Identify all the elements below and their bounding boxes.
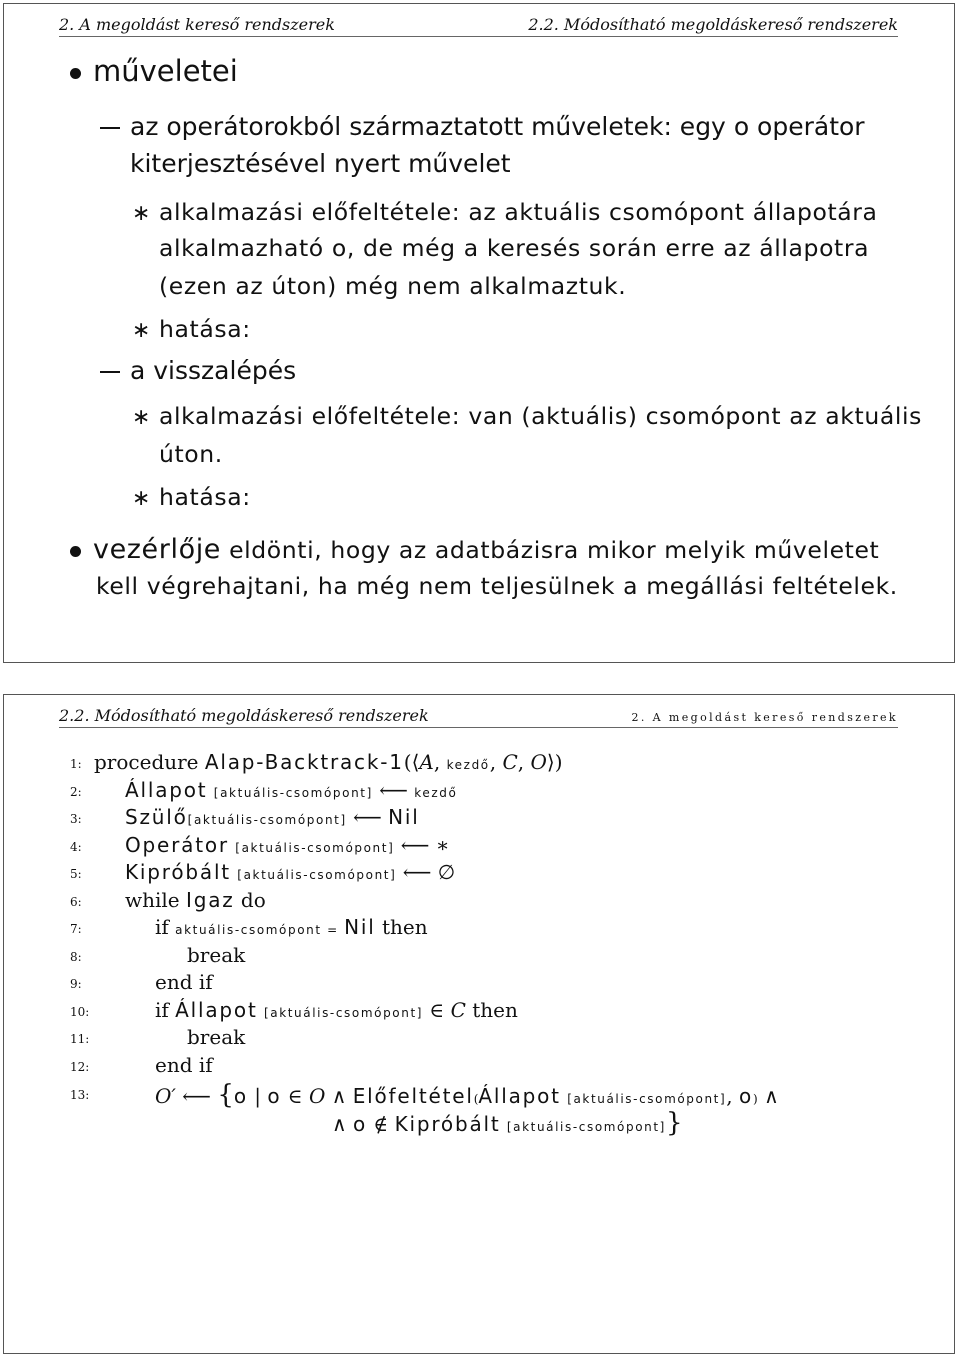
slide-header xyxy=(59,703,898,728)
line-number: 13: xyxy=(70,1088,90,1102)
code-line-8: break xyxy=(187,943,246,967)
line-number: 7: xyxy=(70,922,82,936)
bullet-title: műveletei xyxy=(93,54,238,88)
code-line-4: Operátor [aktuális-csomópont] ⟵ ∗ xyxy=(125,833,450,857)
subitem-visszalepes: a visszalépés xyxy=(100,356,296,385)
slide-top xyxy=(3,3,955,663)
line-number: 2: xyxy=(70,785,82,799)
dash-icon xyxy=(100,371,120,373)
line-number: 10: xyxy=(70,1005,90,1019)
line-number: 3: xyxy=(70,812,82,826)
header-right: 2. A megoldást kereső rendszerek xyxy=(631,711,898,724)
item-elofeltetel-1-line3: (ezen az úton) még nem alkalmaztuk. xyxy=(159,272,627,300)
asterisk-icon: ∗ xyxy=(132,318,152,343)
code-line-3: Szülő[aktuális-csomópont] ⟵ Nil xyxy=(125,805,420,829)
dash-icon xyxy=(100,127,120,129)
header-left: 2.2. Módosítható megoldáskereső rendszerek xyxy=(59,706,429,725)
header-right: 2.2. Módosítható megoldáskereső rendszerek xyxy=(528,15,898,34)
code-line-6: while Igaz do xyxy=(125,888,266,912)
code-line-13: O′ ⟵ {o | o ∈ O ∧ Előfeltétel(Állapot [aktuális-csomópont], o) ∧ xyxy=(155,1080,779,1110)
item-elofeltetel-1: ∗ alkalmazási előfeltétele: az aktuális csomópont állapotára xyxy=(132,198,878,226)
code-line-11: break xyxy=(187,1025,246,1049)
asterisk-icon: ∗ xyxy=(132,486,152,511)
bullet-vezerloje-line2: kell végrehajtani, ha még nem teljesülnek a megállási feltételek. xyxy=(96,572,898,600)
line-number: 5: xyxy=(70,867,82,881)
line-number: 4: xyxy=(70,840,82,854)
bullet-muveletei xyxy=(70,54,238,88)
line-number: 6: xyxy=(70,895,82,909)
slide-bottom xyxy=(3,694,955,1354)
item-hatasa-2: ∗ hatása: xyxy=(132,483,251,511)
asterisk-icon: ∗ xyxy=(132,201,152,226)
line-number: 11: xyxy=(70,1032,90,1046)
asterisk-icon: ∗ xyxy=(132,405,152,430)
operator-o: o xyxy=(733,112,750,141)
bullet-title: vezérlője xyxy=(93,534,222,565)
code-line-12: end if xyxy=(155,1053,213,1077)
procedure-name: Alap-Backtrack-1 xyxy=(204,750,404,774)
item-hatasa-1: ∗ hatása: xyxy=(132,315,251,343)
code-line-2: Állapot [aktuális-csomópont] ⟵ kezdő xyxy=(125,778,458,802)
slide-header xyxy=(59,12,898,37)
emph-muveletek: műveletek xyxy=(531,112,664,141)
bullet-vezerloje: vezérlője eldönti, hogy az adatbázisra mikor melyik műveletet xyxy=(70,534,879,565)
line-number: 9: xyxy=(70,977,82,991)
code-line-10: if Állapot [aktuális-csomópont] ∈ C then xyxy=(155,998,518,1022)
item-elofeltetel-2-line2: úton. xyxy=(159,440,223,468)
subitem-line2: kiterjesztésével nyert művelet xyxy=(130,149,511,178)
line-number: 8: xyxy=(70,950,82,964)
code-line-1: procedure Alap-Backtrack-1(⟨A, kezdő, C, O⟩) xyxy=(94,750,563,774)
line-number: 12: xyxy=(70,1060,90,1074)
bullet-icon xyxy=(70,546,81,557)
line-number: 1: xyxy=(70,757,82,771)
code-line-5: Kipróbált [aktuális-csomópont] ⟵ ∅ xyxy=(125,860,456,884)
code-line-13-cont: ∧ o ∉ Kipróbált [aktuális-csomópont]} xyxy=(332,1108,683,1138)
header-left: 2. A megoldást kereső rendszerek xyxy=(59,15,335,34)
item-elofeltetel-1-line2: alkalmazható o, de még a keresés során erre az állapotra xyxy=(159,234,870,262)
code-line-9: end if xyxy=(155,970,213,994)
subitem-operator-muveletek: az operátorokból származtatott műveletek: egy o operátor xyxy=(100,112,865,141)
item-elofeltetel-2: ∗ alkalmazási előfeltétele: van (aktuális) csomópont az aktuális xyxy=(132,402,922,430)
bullet-icon xyxy=(70,68,81,79)
code-line-7: if aktuális-csomópont = Nil then xyxy=(155,915,428,939)
